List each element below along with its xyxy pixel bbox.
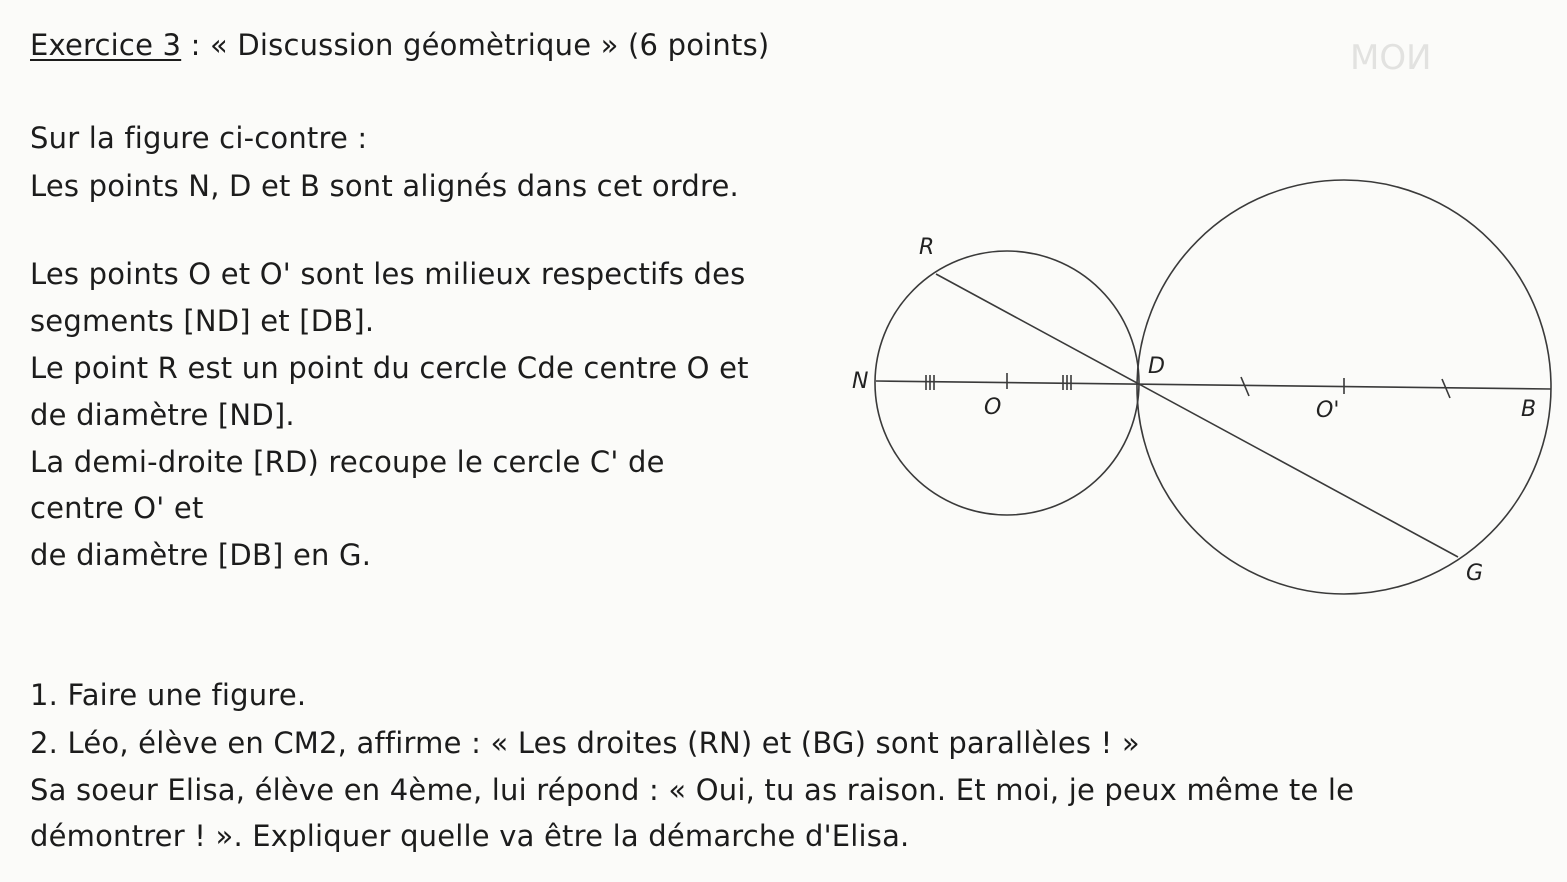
intro-line-1: Sur la figure ci-contre :: [30, 121, 368, 155]
label-d: D: [1148, 354, 1165, 379]
exercise-number: Exercice 3: [30, 28, 182, 62]
geometry-figure: [840, 170, 1567, 610]
tick-marks-no: [926, 375, 934, 390]
label-g: G: [1466, 561, 1484, 586]
question-2-continued: Sa soeur Elisa, élève en 4ème, lui répond : « Oui, tu as raison. Et moi, je peux même te le: [30, 773, 1355, 807]
label-b: B: [1521, 397, 1537, 422]
description-line-3: Le point R est un point du cercle Cde centre O et: [30, 351, 749, 385]
description-line-1: Les points O et O' sont les milieux respectifs des: [30, 257, 746, 291]
question-2-end: démontrer ! ». Expliquer quelle va être la démarche d'Elisa.: [30, 819, 910, 853]
ghost-nom-text: NOM: [1350, 38, 1432, 78]
description-line-2: segments [ND] et [DB].: [30, 304, 375, 338]
description-line-7: de diamètre [DB] en G.: [30, 538, 372, 572]
intro-line-2: Les points N, D et B sont alignés dans cet ordre.: [30, 169, 739, 203]
description-line-5: La demi-droite [RD) recoupe le cercle C' de: [30, 445, 665, 479]
label-n: N: [852, 369, 869, 394]
question-2: 2. Léo, élève en CM2, affirme : « Les droites (RN) et (BG) sont parallèles ! »: [30, 726, 1140, 760]
question-1: 1. Faire une figure.: [30, 678, 307, 712]
label-o: O: [984, 395, 1002, 420]
description-line-6: centre O' et: [30, 491, 204, 525]
exercise-title: [30, 28, 769, 62]
label-o-prime: O': [1316, 398, 1340, 423]
description-line-4: de diamètre [ND].: [30, 398, 295, 432]
exercise-heading: : « Discussion géomètrique » (6 points): [181, 28, 770, 62]
tick-mark-do-prime: [1241, 377, 1249, 396]
label-r: R: [919, 235, 935, 260]
line-ndb: [876, 381, 1551, 389]
